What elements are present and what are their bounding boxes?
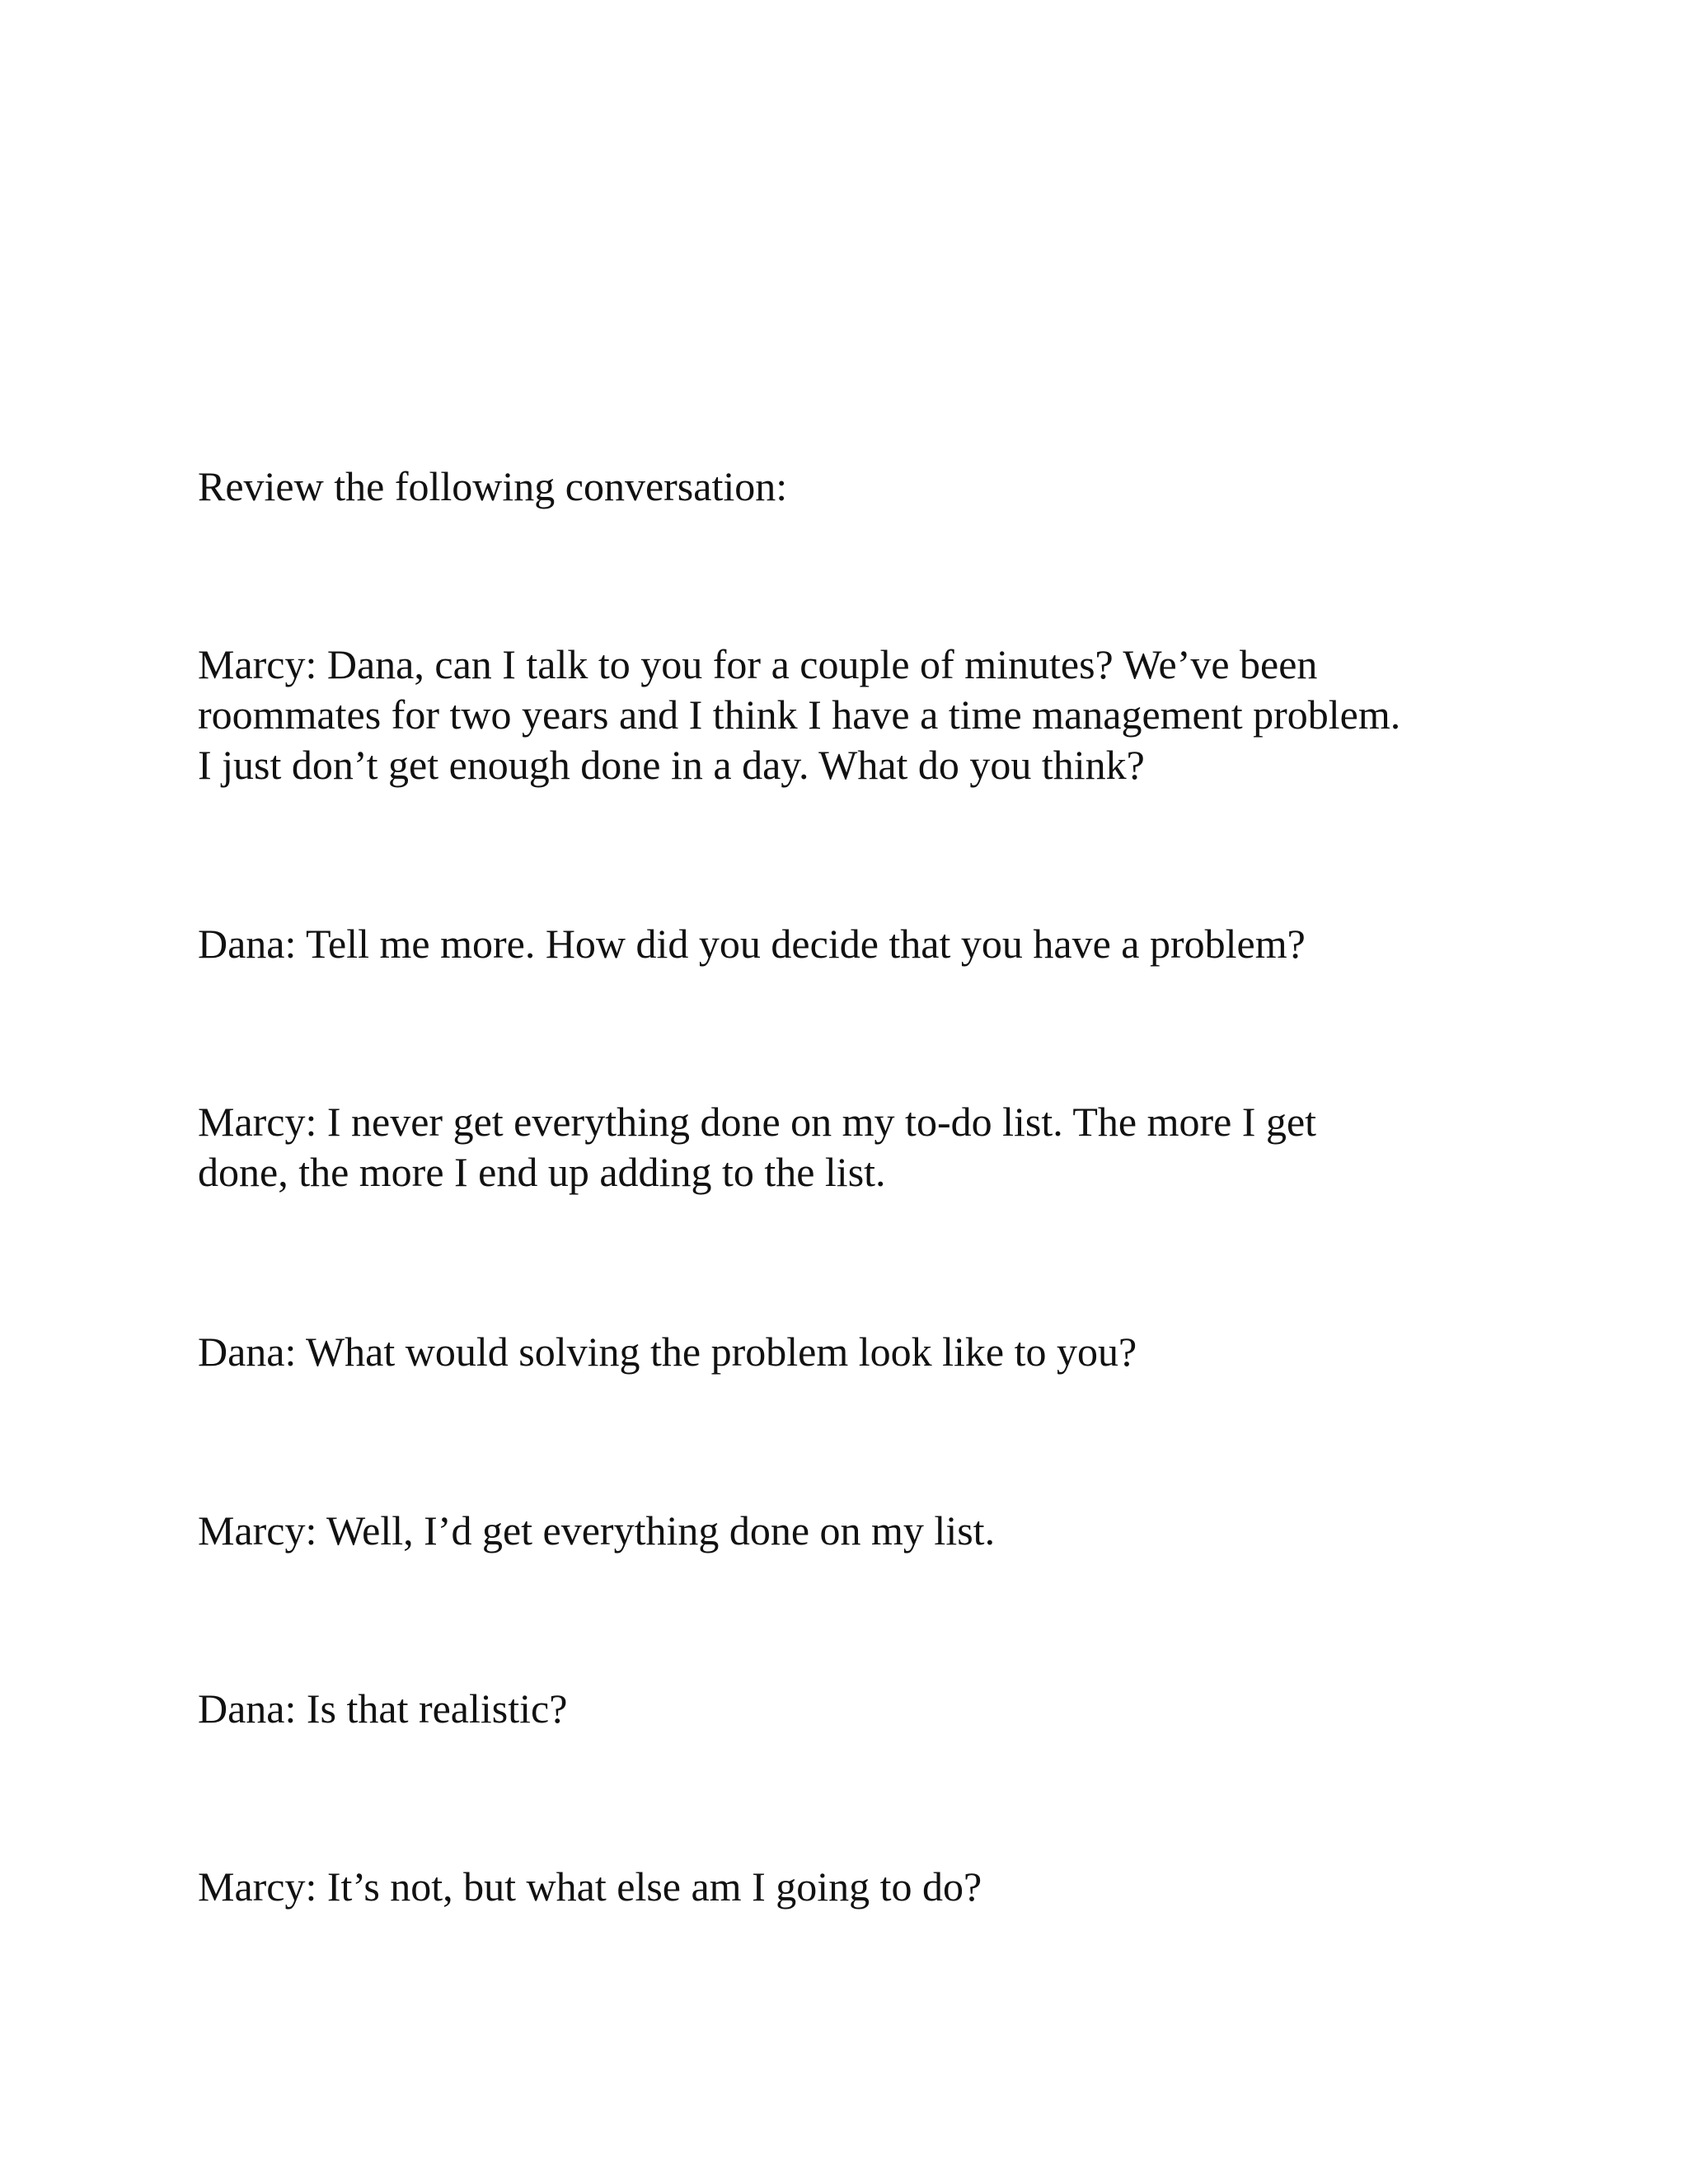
conversation-line-dana-2: Dana: What would solving the problem look like to you?	[198, 1329, 1137, 1375]
conversation-line-dana-1: Dana: Tell me more. How did you decide that you have a problem?	[198, 921, 1306, 967]
conversation-line-marcy-4: Marcy: It’s not, but what else am I going to do?	[198, 1863, 982, 1910]
conversation-line-marcy-2: Marcy: I never get everything done on my to-do list. The more I get done, the more I end up adding to the list.	[198, 1099, 1317, 1195]
conversation-line-marcy-1: Marcy: Dana, can I talk to you for a couple of minutes? We’ve been roommates for two years and I think I have a time management problem. I just don’t get enough done in a day. What do you think?	[198, 641, 1401, 788]
intro-text: Review the following conversation:	[198, 463, 788, 509]
conversation-line-marcy-3: Marcy: Well, I’d get everything done on my list.	[198, 1507, 996, 1554]
conversation-line-dana-3: Dana: Is that realistic?	[198, 1685, 568, 1732]
